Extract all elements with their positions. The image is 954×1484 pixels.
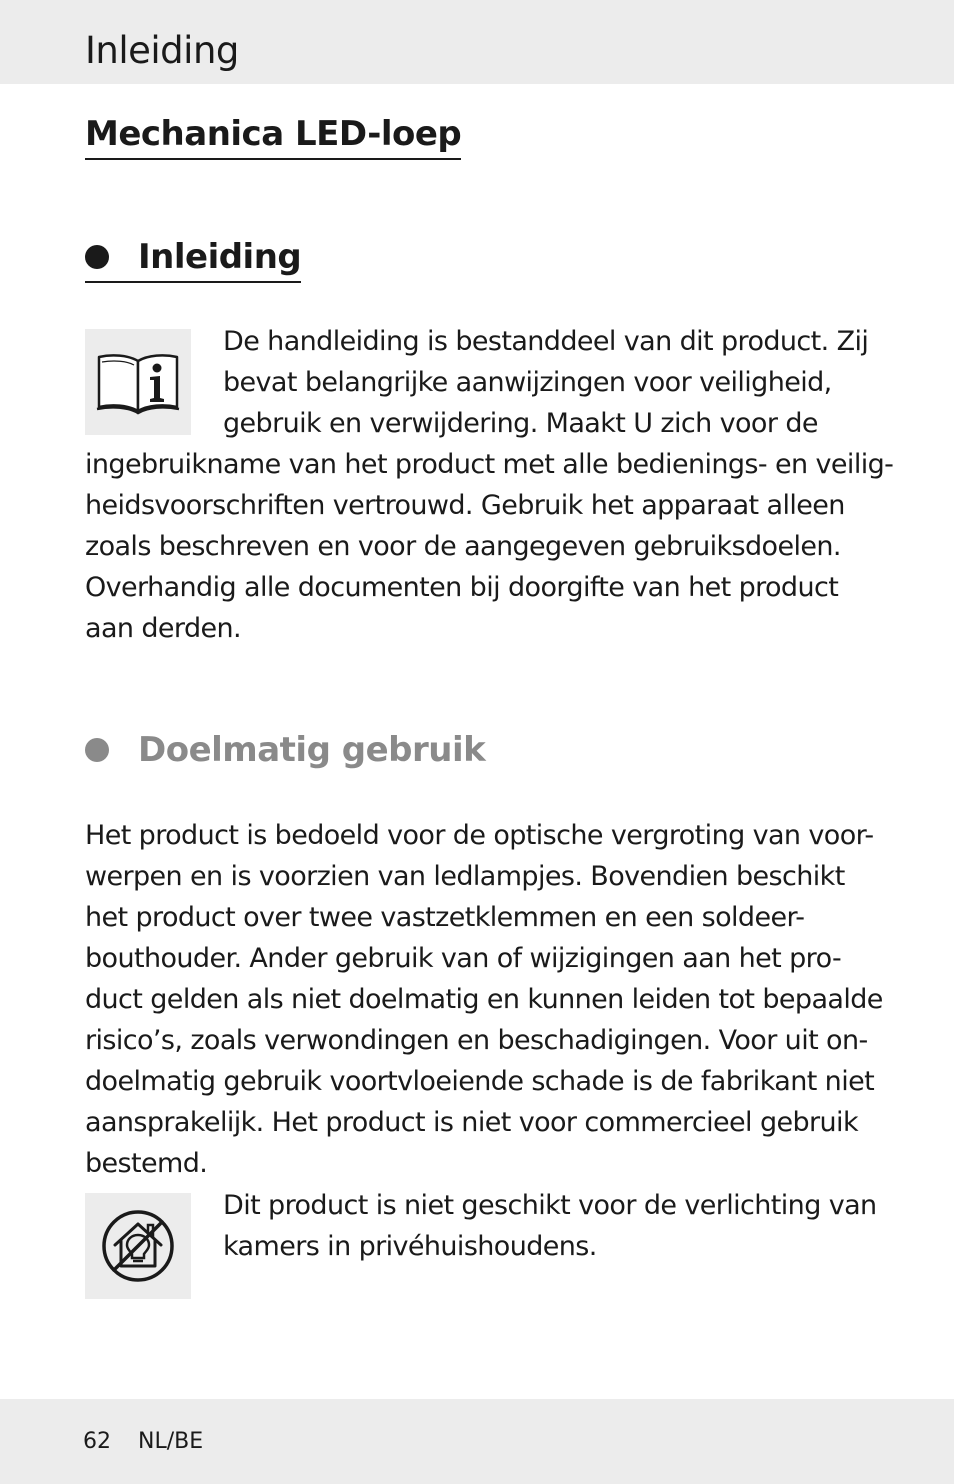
intended-use-paragraph: Het product is bedoeld voor de optische vergroting van voor- werpen en is voorzien van ledlampjes. Bovendien beschikt het product over twee vastzetklemmen en een soldeer- bouthouder. Ander gebruik van of wijzigingen aan het pro- duct gelden als niet doelmatig en kunnen leiden tot bepaalde risico’s, zoals verwondingen en beschadigingen. Voor uit on- doelmatig gebruik voortvloeiende schade is de fabrikant niet aansprakelijk. Het product is niet voor commercieel gebruik bestemd. — [85, 820, 883, 1179]
page-header-title: Inleiding — [85, 29, 239, 72]
bullet-icon — [85, 245, 109, 269]
info-book-icon — [85, 329, 191, 435]
locale-label: NL/BE — [138, 1429, 204, 1454]
page-number: 62 — [83, 1429, 111, 1454]
section-heading-doelmatig-gebruik — [85, 728, 485, 772]
bullet-icon — [85, 738, 109, 762]
no-household-lighting-icon — [85, 1193, 191, 1299]
section-heading-text: Inleiding — [138, 237, 302, 277]
intro-paragraph-continued: ingebruikname van het product met alle bedienings- en veilig- heidsvoorschriften vertrouwd. Gebruik het apparaat alleen zoals beschreven en voor de aangegeven gebruiksdoelen. Overhandig alle documenten bij doorgifte van het product aan derden. — [85, 449, 894, 644]
section-heading-inleiding — [85, 235, 301, 283]
document-title: Mechanica LED-loep — [85, 112, 461, 160]
intro-paragraph: De handleiding is bestanddeel van dit product. Zij bevat belangrijke aanwijzingen voor veiligheid, gebruik en verwijdering. Maakt U zich voor de — [223, 326, 869, 439]
household-lighting-note: Dit product is niet geschikt voor de verlichting van kamers in privéhuishoudens. — [223, 1190, 877, 1262]
section-heading-text: Doelmatig gebruik — [138, 730, 486, 770]
